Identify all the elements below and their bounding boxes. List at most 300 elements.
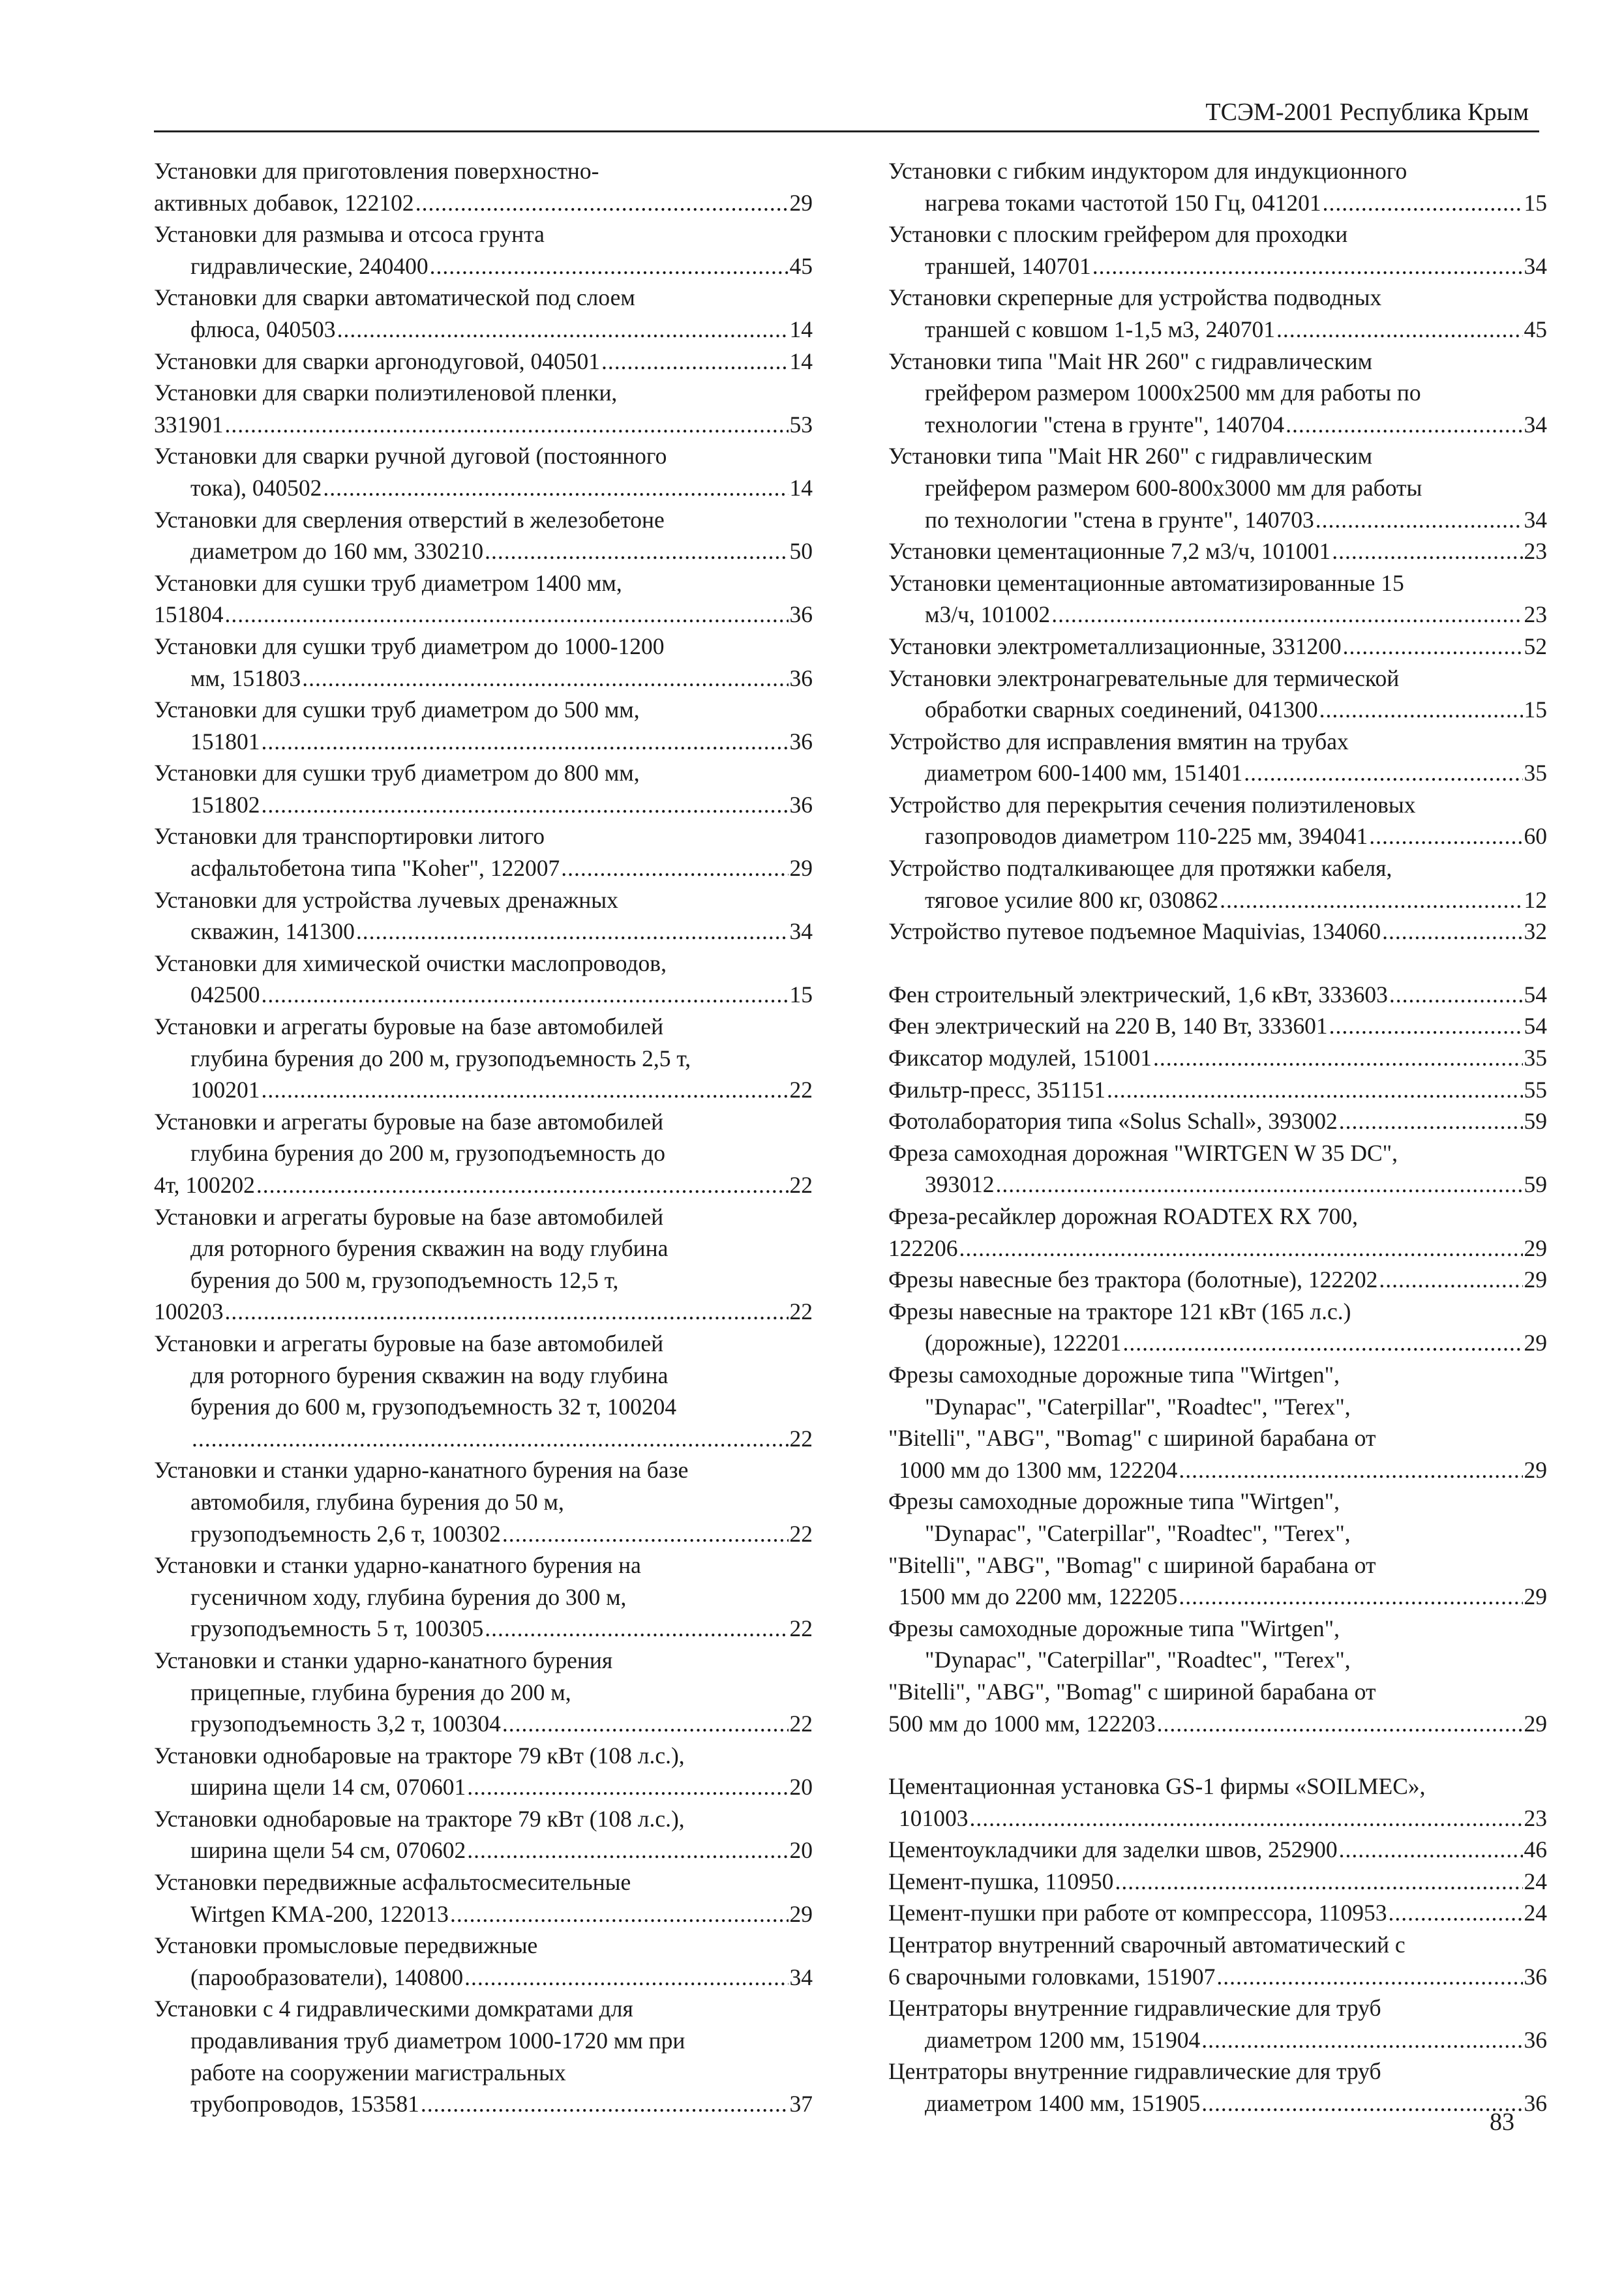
index-entry-line: Установки и станки ударно-канатного бурения на <box>154 1552 641 1579</box>
index-entry <box>154 1930 813 1993</box>
index-entry-text: 151801 <box>190 728 260 755</box>
index-entry <box>154 820 813 884</box>
index-entry-last-line <box>888 2087 1547 2119</box>
index-entry <box>888 1992 1547 2056</box>
index-entry-text: грузоподъемность 3,2 т, 100304 <box>190 1711 501 1737</box>
index-entry-line: Установки для сушки труб диаметром до 1000-1200 <box>154 633 665 659</box>
index-entry <box>888 1866 1547 1898</box>
index-page-ref: 14 <box>789 316 813 342</box>
index-entry-text: мм, 151803 <box>190 665 301 691</box>
index-page-ref: 20 <box>789 1774 813 1801</box>
dot-leader <box>970 1803 1523 1834</box>
dot-leader <box>1107 1074 1523 1106</box>
index-page-ref: 45 <box>1524 316 1547 342</box>
dot-leader <box>959 1233 1523 1264</box>
index-entry <box>154 282 813 345</box>
index-page-ref: 23 <box>1524 601 1547 628</box>
dot-leader <box>561 852 788 884</box>
index-entry-text: Цемент-пушка, 110950 <box>888 1868 1114 1894</box>
index-entry <box>154 504 813 567</box>
index-entry-last-line <box>888 1708 1547 1740</box>
index-entry-line: Центраторы внутренние гидравлические для труб <box>888 2058 1381 2085</box>
running-header <box>154 97 1539 132</box>
dot-leader <box>1286 409 1522 441</box>
index-page-ref: 23 <box>1524 1804 1547 1831</box>
index-entry-last-line <box>888 884 1547 916</box>
index-entry <box>154 440 813 503</box>
dot-leader <box>1389 979 1523 1011</box>
index-page-ref: 29 <box>1524 1330 1547 1356</box>
index-entry-text: грузоподъемность 5 т, 100305 <box>190 1615 484 1642</box>
index-page-ref: 59 <box>1524 1108 1547 1135</box>
dot-leader <box>323 472 788 504</box>
index-entry-text: газопроводов диаметром 110-225 мм, 394041 <box>925 823 1368 850</box>
index-page-ref: 15 <box>1524 696 1547 723</box>
index-entry <box>888 1105 1547 1137</box>
index-entry-line: "Bitelli", "ABG", "Bomag" с шириной барабана от <box>888 1425 1376 1452</box>
dot-leader <box>356 916 789 948</box>
index-entry-line: глубина бурения до 200 м, грузоподъемность 2,5 т, <box>190 1045 691 1071</box>
dot-leader <box>1179 1581 1522 1613</box>
index-entry-text: Wirtgen KMA-200, 122013 <box>190 1900 449 1927</box>
index-entry-last-line <box>154 535 813 567</box>
index-entry-text: гидравлические, 240400 <box>190 252 429 279</box>
index-entry-line: Установки для приготовления поверхностно- <box>154 158 599 184</box>
index-entry-line: Устройство для исправления вмятин на трубах <box>888 728 1349 755</box>
index-entry-last-line <box>888 916 1547 948</box>
index-entry-last-line <box>154 1898 813 1930</box>
index-page-ref: 55 <box>1524 1076 1547 1103</box>
index-entry-last-line <box>154 250 813 282</box>
index-entry-text: траншей с ковшом 1-1,5 м3, 240701 <box>925 316 1276 342</box>
index-entry-last-line <box>888 820 1547 852</box>
dot-leader <box>485 1613 788 1645</box>
index-entry-last-line <box>154 852 813 884</box>
index-page-ref: 32 <box>1524 918 1547 945</box>
index-entry-line: продавливания труб диаметром 1000-1720 мм при <box>190 2027 685 2054</box>
index-entry-line: Установки для сварки ручной дуговой (постоянного <box>154 443 667 470</box>
index-entry-line: Установки для сверления отверстий в железобетоне <box>154 506 665 533</box>
index-entry-line: Установки и станки ударно-канатного бурения <box>154 1647 613 1673</box>
index-entry-line: работе на сооружении магистральных <box>190 2059 566 2086</box>
index-entry-text: Фиксатор модулей, 151001 <box>888 1045 1152 1071</box>
index-entry-line: Фрезы самоходные дорожные типа "Wirtgen", <box>888 1488 1340 1515</box>
index-entry-line: прицепные, глубина бурения до 200 м, <box>190 1679 571 1705</box>
dot-leader <box>1051 599 1522 631</box>
index-entry <box>154 567 813 631</box>
index-entry-line: Установки скреперные для устройства подводных <box>888 284 1382 311</box>
index-entry-line: "Dynapac", "Caterpillar", "Roadtec", "Terex", <box>925 1519 1351 1546</box>
index-entry-line: Установки цементационные автоматизированные 15 <box>888 569 1404 596</box>
index-entry-text: диаметром 1400 мм, 151905 <box>925 2090 1201 2117</box>
index-entry-text: обработки сварных соединений, 041300 <box>925 696 1318 723</box>
dot-leader <box>1339 1105 1523 1137</box>
index-entry-last-line <box>888 631 1547 663</box>
index-page-ref: 36 <box>789 665 813 691</box>
index-entry-last-line <box>888 314 1547 346</box>
section-gap <box>888 1739 1547 1771</box>
index-page-ref: 22 <box>789 1425 813 1452</box>
index-entry <box>888 1486 1547 1612</box>
index-entry-last-line <box>888 1961 1547 1993</box>
dot-leader <box>1316 504 1523 536</box>
index-entry-line: Цементационная установка GS-1 фирмы «SOILMEC», <box>888 1773 1426 1800</box>
index-entry <box>154 948 813 1011</box>
index-entry-line: Установки однобаровые на тракторе 79 кВт (108 л.с.), <box>154 1742 685 1769</box>
index-entry-line: Центраторы внутренние гидравлические для труб <box>888 1995 1381 2022</box>
index-page-ref: 29 <box>789 855 813 882</box>
index-entry-text: 1500 мм до 2200 мм, 122205 <box>899 1583 1178 1610</box>
index-entry <box>888 218 1547 282</box>
index-entry-last-line <box>154 663 813 695</box>
index-entry <box>154 377 813 440</box>
index-page-ref: 15 <box>789 981 813 1008</box>
index-page-ref: 36 <box>1524 2090 1547 2117</box>
index-entry <box>888 916 1547 948</box>
index-page-ref: 29 <box>1524 1583 1547 1610</box>
index-entry-line: автомобиля, глубина бурения до 50 м, <box>190 1488 564 1515</box>
index-entry-line: Установки типа "Mait HR 260" с гидравлическим <box>888 443 1373 470</box>
index-entry-text: (дорожные), 122201 <box>925 1330 1122 1356</box>
index-entry-text: 151802 <box>190 791 260 818</box>
index-entry-line: Установки для размыва и отсоса грунта <box>154 221 545 248</box>
index-page-ref: 14 <box>789 474 813 501</box>
index-entry-last-line <box>154 1423 813 1455</box>
index-entry-line: грейфером размером 1000х2500 мм для работы по <box>925 380 1421 406</box>
index-entry <box>888 1074 1547 1106</box>
index-entry-line: Установки для сушки труб диаметром 1400 мм, <box>154 569 622 596</box>
index-entry-line: грейфером размером 600-800х3000 мм для работы <box>925 474 1422 501</box>
index-entry-text: трубопроводов, 153581 <box>190 2091 419 2117</box>
index-entry-last-line <box>154 346 813 378</box>
index-entry-line: Фреза-ресайклер дорожная ROADTEX RX 700, <box>888 1203 1358 1229</box>
index-entry-line: Фрезы навесные на тракторе 121 кВт (165 л.с.) <box>888 1298 1351 1324</box>
index-entry <box>154 1454 813 1549</box>
index-page-ref: 34 <box>789 1964 813 1990</box>
index-entry-last-line <box>154 1962 813 1994</box>
index-entry-last-line <box>154 599 813 631</box>
index-page-ref: 29 <box>1524 1266 1547 1293</box>
index-column-right <box>888 155 1547 2119</box>
index-entry-text: Установки цементационные 7,2 м3/ч, 101001 <box>888 538 1331 565</box>
index-page-ref: 54 <box>1524 981 1547 1008</box>
index-entry-last-line <box>888 1803 1547 1834</box>
index-entry-line: Установки и агрегаты буровые на базе автомобилей <box>154 1108 664 1135</box>
dot-leader <box>1216 1961 1522 1993</box>
index-entry-text: активных добавок, 122102 <box>154 189 414 216</box>
index-entry <box>888 1264 1547 1296</box>
index-entry-text: 100201 <box>190 1077 260 1103</box>
index-entry-line: "Dynapac", "Caterpillar", "Roadtec", "Terex", <box>925 1393 1351 1420</box>
index-entry-last-line <box>888 1074 1547 1106</box>
index-entry <box>154 218 813 282</box>
index-entry-text: асфальтобетона типа "Koher", 122007 <box>190 855 560 882</box>
index-entry-line: для роторного бурения скважин на воду глубина <box>190 1235 669 1262</box>
index-entry-last-line <box>154 1613 813 1645</box>
dot-leader <box>225 599 789 631</box>
index-entry-text: нагрева токами частотой 150 Гц, 041201 <box>925 189 1321 216</box>
index-entry-line: Устройство для перекрытия сечения полиэтиленовых <box>888 791 1416 818</box>
dot-leader <box>996 1169 1523 1201</box>
dot-leader <box>1179 1454 1522 1486</box>
index-entry <box>888 567 1547 631</box>
index-entry <box>888 282 1547 345</box>
dot-leader <box>1153 1042 1522 1074</box>
index-entry <box>888 1929 1547 1992</box>
index-page-ref: 37 <box>789 2091 813 2117</box>
index-page-ref: 35 <box>1524 1045 1547 1071</box>
index-entry-text: м3/ч, 101002 <box>925 601 1051 628</box>
index-page-ref: 36 <box>789 601 813 628</box>
index-entry <box>888 979 1547 1011</box>
index-page-ref: 52 <box>1524 633 1547 659</box>
index-entry-last-line <box>888 1010 1547 1042</box>
index-entry-last-line <box>888 1233 1547 1264</box>
index-entry-line: глубина бурения до 200 м, грузоподъемность до <box>190 1140 665 1167</box>
index-entry-line: Установки для сушки труб диаметром до 500 мм, <box>154 696 640 723</box>
index-page-ref: 45 <box>789 252 813 279</box>
index-entry-text: ширина щели 54 см, 070602 <box>190 1837 466 1864</box>
index-entry-text: 500 мм до 1000 мм, 122203 <box>888 1710 1156 1737</box>
index-entry-text: скважин, 141300 <box>190 918 355 945</box>
index-entry-line: Установки и станки ударно-канатного бурения на базе <box>154 1457 689 1484</box>
index-entry-line: Установки с гибким индуктором для индукционного <box>888 158 1407 184</box>
index-entry-last-line <box>888 1866 1547 1898</box>
index-page-ref: 15 <box>1524 189 1547 216</box>
dot-leader <box>256 1169 789 1201</box>
index-entry-text: Установки для сварки аргонодуговой, 040501 <box>154 348 601 374</box>
index-page-ref: 20 <box>789 1837 813 1864</box>
index-entry <box>888 1613 1547 1739</box>
running-title: ТСЭМ-2001 Республика Крым <box>1205 98 1529 126</box>
dot-leader <box>192 1423 789 1455</box>
index-entry-text: траншей, 140701 <box>925 252 1091 279</box>
index-page-ref: 23 <box>1524 538 1547 565</box>
index-entry-text: Фильтр-пресс, 351151 <box>888 1076 1105 1103</box>
dot-leader <box>1329 1010 1523 1042</box>
index-entry-text: ширина щели 14 см, 070601 <box>190 1774 466 1801</box>
index-entry-text: диаметром до 160 мм, 330210 <box>190 538 484 565</box>
dot-leader <box>1379 1264 1522 1296</box>
index-page-ref: 34 <box>1524 411 1547 438</box>
index-entry <box>154 1866 813 1930</box>
index-entry <box>888 155 1547 218</box>
dot-leader <box>1157 1708 1523 1740</box>
dot-leader <box>1369 820 1522 852</box>
index-page-ref: 59 <box>1524 1171 1547 1198</box>
index-entry-last-line <box>888 1327 1547 1359</box>
index-entry-line: "Dynapac", "Caterpillar", "Roadtec", "Terex", <box>925 1647 1351 1673</box>
index-entry-text: Фен электрический на 220 В, 140 Вт, 333601 <box>888 1013 1328 1040</box>
index-entry-last-line <box>888 2024 1547 2056</box>
dot-leader <box>302 663 788 695</box>
dot-leader <box>450 1898 789 1930</box>
index-entry <box>888 663 1547 726</box>
index-entry-last-line <box>154 979 813 1011</box>
index-entry-text: Цементоукладчики для заделки швов, 252900 <box>888 1836 1338 1863</box>
index-entry <box>154 1803 813 1866</box>
dot-leader <box>1201 2087 1522 2119</box>
index-entry <box>888 1201 1547 1264</box>
index-entry-last-line <box>154 409 813 441</box>
index-entry <box>888 631 1547 663</box>
dot-leader <box>467 1771 788 1803</box>
index-entry-last-line <box>888 979 1547 1011</box>
index-page-ref: 22 <box>789 1615 813 1642</box>
index-entry <box>888 726 1547 789</box>
dot-leader <box>415 187 789 219</box>
index-entry <box>154 1011 813 1106</box>
index-page-ref: 50 <box>789 538 813 565</box>
dot-leader <box>1343 631 1523 663</box>
index-page-ref: 34 <box>789 918 813 945</box>
dot-leader <box>502 1518 789 1550</box>
index-entry-line: Установки с плоским грейфером для проходки <box>888 221 1348 248</box>
index-entry-last-line <box>888 1105 1547 1137</box>
index-page-ref: 29 <box>1524 1234 1547 1261</box>
index-entry-line: Центратор внутренний сварочный автоматический с <box>888 1932 1406 1958</box>
index-entry-last-line <box>888 1264 1547 1296</box>
index-entry-last-line <box>888 599 1547 631</box>
dot-leader <box>1319 694 1523 726</box>
index-entry-text: диаметром 1200 мм, 151904 <box>925 2026 1201 2053</box>
index-entry-last-line <box>154 1834 813 1866</box>
index-entry-line: Установки для транспортировки литого <box>154 823 545 850</box>
index-entry <box>888 1010 1547 1042</box>
index-page-ref: 36 <box>1524 1963 1547 1990</box>
index-entry-last-line <box>154 1074 813 1106</box>
index-entry-text: 042500 <box>190 981 260 1008</box>
index-page-ref: 22 <box>789 1077 813 1103</box>
index-entry-text: 331901 <box>154 411 224 438</box>
index-entry-text: Установки электрометаллизационные, 331200 <box>888 633 1342 659</box>
index-entry-last-line <box>888 757 1547 789</box>
dot-leader <box>464 1962 788 1994</box>
index-entry-text: по технологии "стена в грунте", 140703 <box>925 506 1314 533</box>
index-entry-last-line <box>888 1454 1547 1486</box>
index-entry <box>888 1137 1547 1201</box>
index-entry-line: Установки и агрегаты буровые на базе автомобилей <box>154 1330 664 1356</box>
index-page-ref: 34 <box>1524 506 1547 533</box>
index-entry-text: технологии "стена в грунте", 140704 <box>925 411 1285 438</box>
index-entry-last-line <box>888 504 1547 536</box>
index-page-ref: 29 <box>1524 1456 1547 1483</box>
index-entry <box>154 631 813 694</box>
index-entry <box>888 1042 1547 1074</box>
index-entry-last-line <box>888 535 1547 567</box>
index-entry <box>888 535 1547 567</box>
dot-leader <box>421 2088 789 2120</box>
index-entry-text: Фрезы навесные без трактора (болотные), 122202 <box>888 1266 1378 1293</box>
section-gap <box>888 948 1547 979</box>
index-page-ref: 12 <box>1524 886 1547 913</box>
index-entry-last-line <box>154 789 813 821</box>
index-page-ref: 36 <box>1524 2026 1547 2053</box>
index-entry-line: гусеничном ходу, глубина бурения до 300 м, <box>190 1583 627 1610</box>
page-number: 83 <box>1490 2108 1514 2136</box>
index-entry <box>154 1549 813 1645</box>
index-entry-text: (парообразователи), 140800 <box>190 1964 464 1990</box>
index-entry-text: 6 сварочными головками, 151907 <box>888 1963 1216 1990</box>
index-page-ref: 60 <box>1524 823 1547 850</box>
index-entry-line: бурения до 600 м, грузоподъемность 32 т, 100204 <box>190 1394 677 1420</box>
index-entry-text: 1000 мм до 1300 мм, 122204 <box>899 1456 1178 1483</box>
index-page-ref: 36 <box>789 728 813 755</box>
index-entry-text: тока), 040502 <box>190 474 322 501</box>
dot-leader <box>430 250 789 282</box>
index-entry-last-line <box>154 916 813 948</box>
index-entry-text: диаметром 600-1400 мм, 151401 <box>925 760 1243 786</box>
index-entry-last-line <box>888 1042 1547 1074</box>
index-page-ref: 29 <box>789 189 813 216</box>
index-entry <box>888 440 1547 535</box>
index-page-ref: 22 <box>789 1711 813 1737</box>
dot-leader <box>262 979 789 1011</box>
index-entry <box>154 155 813 218</box>
index-entry-line: Установки типа "Mait HR 260" с гидравлическим <box>888 348 1373 374</box>
dot-leader <box>601 346 788 378</box>
index-entry-text: 122206 <box>888 1234 958 1261</box>
index-entry-line: бурения до 500 м, грузоподъемность 12,5 т, <box>190 1266 619 1293</box>
dot-leader <box>1332 535 1522 567</box>
index-entry-line: Установки однобаровые на тракторе 79 кВт (108 л.с.), <box>154 1805 685 1832</box>
index-entry-last-line <box>154 472 813 504</box>
index-entry-text: грузоподъемность 2,6 т, 100302 <box>190 1520 501 1547</box>
index-entry <box>888 1771 1547 1834</box>
dot-leader <box>337 314 789 346</box>
index-page-ref: 34 <box>1524 252 1547 279</box>
index-entry-last-line <box>888 694 1547 726</box>
dot-leader <box>262 789 789 821</box>
dot-leader <box>485 535 788 567</box>
index-entry <box>888 2056 1547 2119</box>
index-entry-text: Фен строительный электрический, 1,6 кВт, 333603 <box>888 981 1388 1008</box>
index-entry <box>888 1296 1547 1359</box>
index-entry <box>888 346 1547 441</box>
index-entry <box>888 1834 1547 1866</box>
index-entry-line: Установки для сушки труб диаметром до 800 мм, <box>154 760 640 786</box>
index-entry-last-line <box>888 1897 1547 1929</box>
index-page-ref: 54 <box>1524 1013 1547 1040</box>
dot-leader <box>1339 1834 1523 1866</box>
index-page-ref: 24 <box>1524 1900 1547 1926</box>
index-entry-last-line <box>888 1169 1547 1201</box>
index-entry-line: Установки для сварки автоматической под слоем <box>154 284 635 311</box>
index-entry-text: Устройство путевое подъемное Maquivias, 134060 <box>888 918 1381 945</box>
index-entry <box>154 1328 813 1454</box>
index-entry-line: Фреза самоходная дорожная "WIRTGEN W 35 DC", <box>888 1139 1398 1166</box>
index-entry-line: Установки электронагревательные для термической <box>888 665 1400 691</box>
index-page-ref: 22 <box>789 1298 813 1325</box>
index-entry-line: Установки с 4 гидравлическими домкратами для <box>154 1996 633 2022</box>
index-entry <box>154 1740 813 1803</box>
index-entry-line: Установки и агрегаты буровые на базе автомобилей <box>154 1203 664 1230</box>
index-entry-text: 151804 <box>154 601 224 628</box>
dot-leader <box>225 409 789 441</box>
index-entry-last-line <box>154 1771 813 1803</box>
index-entry-last-line <box>154 1296 813 1328</box>
index-entry-text: Фотолаборатория типа «Solus Schall», 393002 <box>888 1108 1338 1135</box>
dot-leader <box>262 1074 789 1106</box>
index-entry-line: "Bitelli", "ABG", "Bomag" с шириной барабана от <box>888 1678 1376 1705</box>
index-entry <box>154 757 813 820</box>
dot-leader <box>1389 1897 1523 1929</box>
index-entry-line: Фрезы самоходные дорожные типа "Wirtgen", <box>888 1615 1340 1641</box>
index-entry-text: 101003 <box>899 1804 969 1831</box>
dot-leader <box>1201 2024 1522 2056</box>
index-entry-text: 393012 <box>925 1171 995 1198</box>
index-entry <box>154 1645 813 1740</box>
